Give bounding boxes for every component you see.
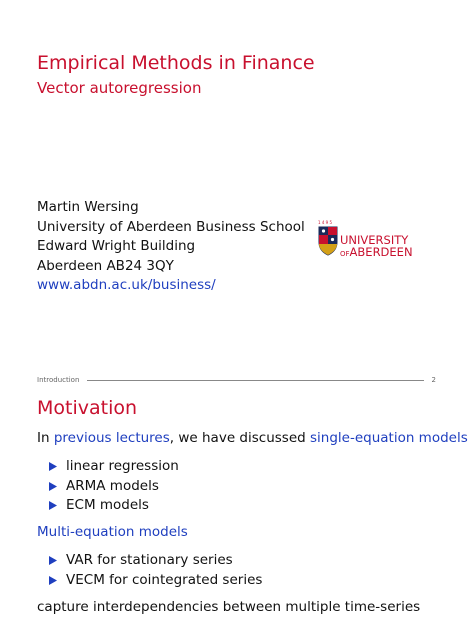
author-block (37, 198, 305, 296)
section-label[interactable]: Introduction (37, 376, 80, 384)
presentation-title: Empirical Methods in Finance (37, 52, 315, 74)
crest-icon (316, 218, 340, 258)
intro-prefix: In (37, 430, 54, 446)
motivation-slide (0, 370, 474, 632)
list-item-label: linear regression (66, 458, 179, 474)
intro-middle: , we have discussed (169, 430, 310, 446)
list-item (48, 551, 262, 571)
logo-word-aberdeen: ABERDEEN (349, 245, 413, 259)
triangle-bullet-icon (48, 461, 58, 472)
author-name: Martin Wersing (37, 199, 139, 215)
university-logo (316, 218, 416, 258)
list-item-label: ECM models (66, 497, 149, 513)
single-models-list (48, 457, 179, 516)
triangle-bullet-icon (48, 555, 58, 566)
website-link[interactable]: www.abdn.ac.uk/business/ (37, 277, 216, 293)
intro-paragraph (37, 430, 468, 446)
list-item (48, 496, 179, 516)
capture-statement: capture interdependencies between multiple time-series (37, 599, 421, 615)
triangle-bullet-icon (48, 500, 58, 511)
single-equation-link[interactable]: single-equation models (309, 430, 468, 446)
triangle-bullet-icon (48, 481, 58, 492)
logo-word-university: UNIVERSITY (340, 233, 409, 247)
presentation-subtitle: Vector autoregression (37, 79, 202, 97)
multi-models-list (48, 551, 262, 590)
list-item-label: VAR for stationary series (66, 552, 233, 568)
multi-equation-heading: Multi-equation models (37, 524, 188, 540)
building-line: Edward Wright Building (37, 238, 196, 254)
institution-line: University of Aberdeen Business School (37, 218, 305, 235)
list-item (48, 571, 262, 591)
list-item-label: ARMA models (66, 477, 159, 494)
logo-word-of: OF (340, 250, 350, 258)
slide-header-bar (37, 376, 436, 388)
previous-lectures-link[interactable]: previous lectures (53, 430, 170, 446)
list-item-label: VECM for cointegrated series (66, 571, 263, 588)
frame-title: Motivation (37, 397, 138, 419)
triangle-bullet-icon (48, 575, 58, 586)
address-line: Aberdeen AB24 3QY (37, 257, 174, 274)
header-rule (87, 380, 424, 381)
list-item (48, 457, 179, 477)
logo-wordmark (340, 234, 413, 260)
list-item (48, 477, 179, 497)
crest-year: 1 4 9 5 (318, 220, 332, 225)
page-number: 2 (431, 376, 436, 384)
